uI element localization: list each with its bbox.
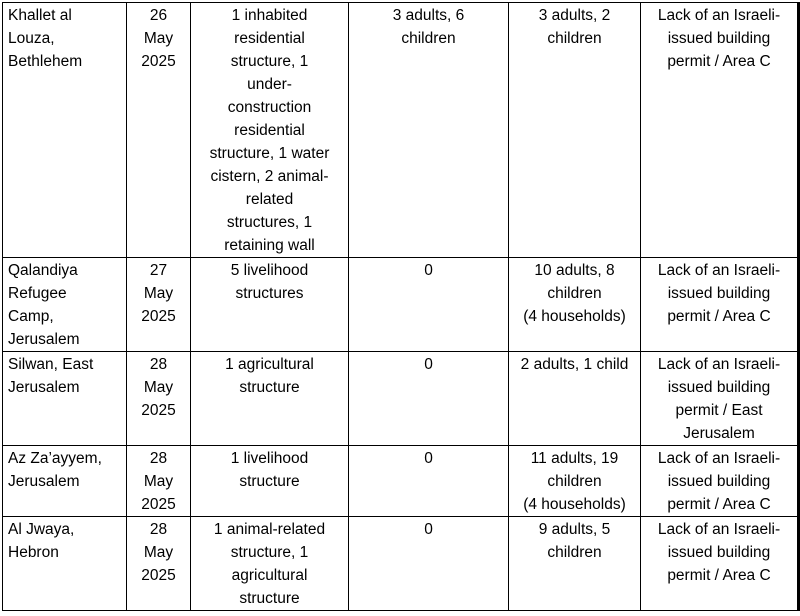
- cell-text-line: structure: [239, 473, 300, 490]
- cell-text-line: 1 inhabited: [231, 7, 308, 24]
- cell-text-line: retaining wall: [224, 237, 315, 254]
- cell-text-line: 1 livelihood: [230, 450, 309, 467]
- cell-text-line: construction: [227, 99, 312, 116]
- displaced-cell: [509, 352, 641, 446]
- cell-text-line: structure: [239, 590, 300, 607]
- directly-affected-cell: [349, 3, 509, 258]
- cell-text-line: 28: [149, 356, 168, 373]
- location-cell: [3, 446, 127, 517]
- cell-text-line: 3 adults, 2: [538, 7, 611, 24]
- cell-text-line: Lack of an Israeli-: [657, 262, 781, 279]
- cell-text-line: May: [143, 473, 174, 490]
- cell-text-line: 1 animal-related: [213, 521, 326, 538]
- date-cell: [127, 517, 191, 611]
- cell-text-line: Khallet al: [8, 7, 72, 24]
- cell-text-line: 0: [424, 262, 433, 279]
- cell-text-line: issued building: [667, 30, 771, 47]
- cell-text-line: May: [143, 379, 174, 396]
- cell-text-line: 2025: [141, 53, 176, 70]
- cell-text-line: 9 adults, 5: [538, 521, 611, 538]
- cell-text-line: Jerusalem: [8, 473, 80, 490]
- displaced-cell: [509, 3, 641, 258]
- reason-cell: [641, 352, 799, 446]
- cell-text-line: Hebron: [8, 544, 59, 561]
- table-row: [3, 3, 799, 258]
- cell-text-line: under-: [247, 76, 292, 93]
- date-cell: [127, 446, 191, 517]
- cell-text-line: 2025: [141, 402, 176, 419]
- cell-text-line: 5 livelihood: [230, 262, 309, 279]
- date-cell: [127, 258, 191, 352]
- cell-text-line: May: [143, 30, 174, 47]
- cell-text-line: issued building: [667, 544, 771, 561]
- cell-text-line: Lack of an Israeli-: [657, 521, 781, 538]
- date-cell: [127, 352, 191, 446]
- reason-cell: [641, 517, 799, 611]
- directly-affected-cell: [349, 517, 509, 611]
- structures-cell: [191, 3, 349, 258]
- cell-text-line: 2025: [141, 496, 176, 513]
- structures-cell: [191, 258, 349, 352]
- location-cell: [3, 352, 127, 446]
- cell-text-line: permit / East: [675, 402, 763, 419]
- cell-text-line: 28: [149, 521, 168, 538]
- directly-affected-cell: [349, 446, 509, 517]
- cell-text-line: structure: [239, 379, 300, 396]
- cell-text-line: children: [547, 30, 602, 47]
- table-row: [3, 517, 799, 611]
- cell-text-line: Al Jwaya,: [8, 521, 75, 538]
- cell-text-line: issued building: [667, 473, 771, 490]
- cell-text-line: children: [547, 285, 602, 302]
- cell-text-line: structure, 1 water: [209, 145, 330, 162]
- location-cell: [3, 3, 127, 258]
- cell-text-line: Camp,: [8, 308, 54, 325]
- displaced-cell: [509, 446, 641, 517]
- cell-text-line: May: [143, 544, 174, 561]
- reason-cell: [641, 258, 799, 352]
- location-cell: [3, 517, 127, 611]
- cell-text-line: structures, 1: [226, 214, 313, 231]
- cell-text-line: (4 households): [523, 308, 626, 325]
- cell-text-line: Bethlehem: [8, 53, 83, 70]
- cell-text-line: Refugee: [8, 285, 67, 302]
- cell-text-line: structure, 1: [230, 544, 309, 561]
- reason-cell: [641, 3, 799, 258]
- cell-text-line: (4 households): [523, 496, 626, 513]
- cell-text-line: 1 agricultural: [225, 356, 314, 373]
- cell-text-line: 11 adults, 19: [530, 450, 619, 467]
- table-body: [3, 3, 799, 611]
- structures-cell: [191, 446, 349, 517]
- cell-text-line: issued building: [667, 285, 771, 302]
- cell-text-line: children: [547, 473, 602, 490]
- cell-text-line: cistern, 2 animal-: [210, 168, 329, 185]
- cell-text-line: Lack of an Israeli-: [657, 7, 781, 24]
- cell-text-line: permit / Area C: [667, 308, 771, 325]
- demolitions-table: [2, 2, 800, 611]
- cell-text-line: related: [245, 191, 294, 208]
- cell-text-line: 2025: [141, 567, 176, 584]
- cell-text-line: structures: [235, 285, 304, 302]
- cell-text-line: residential: [234, 122, 305, 139]
- cell-text-line: 3 adults, 6: [392, 7, 465, 24]
- reason-cell: [641, 446, 799, 517]
- cell-text-line: May: [143, 285, 174, 302]
- cell-text-line: Lack of an Israeli-: [657, 450, 781, 467]
- cell-text-line: Qalandiya: [8, 262, 78, 279]
- structures-cell: [191, 352, 349, 446]
- cell-text-line: 0: [424, 521, 433, 538]
- cell-text-line: children: [401, 30, 456, 47]
- cell-text-line: agricultural: [231, 567, 308, 584]
- cell-text-line: 26: [149, 7, 168, 24]
- cell-text-line: Jerusalem: [8, 331, 80, 348]
- cell-text-line: permit / Area C: [667, 53, 771, 70]
- cell-text-line: 2025: [141, 308, 176, 325]
- directly-affected-cell: [349, 258, 509, 352]
- cell-text-line: 0: [424, 450, 433, 467]
- cell-text-line: Az Za’ayyem,: [8, 450, 102, 467]
- cell-text-line: 10 adults, 8: [534, 262, 615, 279]
- cell-text-line: 0: [424, 356, 433, 373]
- cell-text-line: children: [547, 544, 602, 561]
- cell-text-line: issued building: [667, 379, 771, 396]
- cell-text-line: 27: [149, 262, 168, 279]
- table-row: [3, 446, 799, 517]
- table-row: [3, 352, 799, 446]
- location-cell: [3, 258, 127, 352]
- cell-text-line: permit / Area C: [667, 567, 771, 584]
- date-cell: [127, 3, 191, 258]
- cell-text-line: structure, 1: [230, 53, 309, 70]
- cell-text-line: Silwan, East: [8, 356, 94, 373]
- displaced-cell: [509, 258, 641, 352]
- cell-text-line: 2 adults, 1 child: [520, 356, 629, 373]
- cell-text-line: Louza,: [8, 30, 55, 47]
- displaced-cell: [509, 517, 641, 611]
- table-row: [3, 258, 799, 352]
- cell-text-line: 28: [149, 450, 168, 467]
- cell-text-line: residential: [234, 30, 305, 47]
- cell-text-line: permit / Area C: [667, 496, 771, 513]
- cell-text-line: Jerusalem: [683, 425, 755, 442]
- cell-text-line: Jerusalem: [8, 379, 80, 396]
- structures-cell: [191, 517, 349, 611]
- directly-affected-cell: [349, 352, 509, 446]
- cell-text-line: Lack of an Israeli-: [657, 356, 781, 373]
